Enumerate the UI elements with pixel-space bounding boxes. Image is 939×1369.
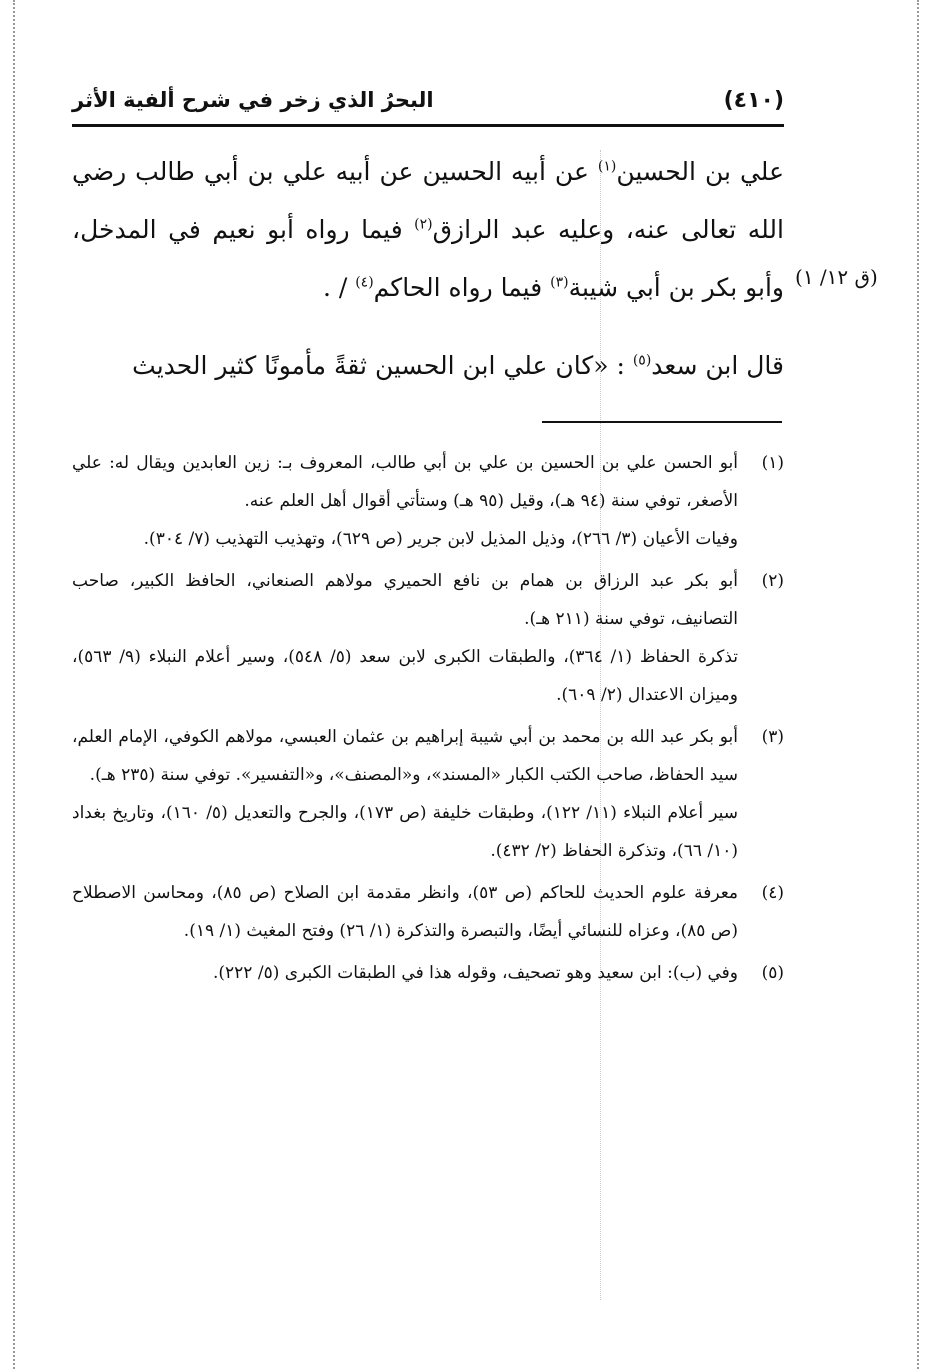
right-dotted-scan-edge: [917, 0, 919, 1369]
footnote-4: [72, 874, 784, 950]
footnote-sources: سير أعلام النبلاء (١١/ ١٢٢)، وطبقات خليفة (ص ١٧٣)، والجرح والتعديل (٥/ ١٦٠)، وتاريخ بغداد (١٠/ ٦٦)، وتذكرة الحفاظ (٢/ ٤٣٢).: [72, 803, 738, 861]
footnote-separator: [542, 421, 782, 423]
manuscript-folio-note: (ق ١٢/ ١): [795, 265, 878, 289]
footnote-number: (٢): [761, 571, 784, 591]
footnote-number: (٣): [761, 727, 784, 747]
footnote-sources: تذكرة الحفاظ (١/ ٣٦٤)، والطبقات الكبرى لابن سعد (٥/ ٥٤٨)، وسير أعلام النبلاء (٩/ ٥٦٣)، وميزان الاعتدال (٢/ ٦٠٩).: [72, 647, 738, 705]
footnote-text: أبو بكر عبد الله بن محمد بن أبي شيبة إبراهيم بن عثمان العبسي، مولاهم الكوفي، الإمام العلم، سيد الحفاظ، صاحب الكتب الكبار «المسند»، و«المصنف»، و«التفسير». توفي سنة (٢٣٥ هـ).: [72, 727, 738, 785]
main-paragraph-1: علي بن الحسين$^{(١)}$ عن أبيه الحسين عن أبيه علي بن أبي طالب رضي الله تعالى عنه، وعليه عبد الرازق$^{(٢)}$ فيما رواه أبو نعيم في المدخل، وأبو بكر بن أبي شيبة$^{(٣)}$ فيما رواه الحاكم$^{(٤)}$ / .: [72, 157, 784, 302]
footnote-3: [72, 718, 784, 870]
footnote-number: (٤): [761, 883, 784, 903]
footnote-2: [72, 562, 784, 714]
footnote-number: (١): [761, 453, 784, 473]
footnote-number: (٥): [761, 963, 784, 983]
main-text: [72, 143, 784, 395]
footnote-text: وفي (ب): ابن سعيد وهو تصحيف، وقوله هذا في الطبقات الكبرى (٥/ ٢٢٢).: [212, 963, 738, 983]
footnote-ref-3: (٣): [550, 274, 569, 291]
page-number: (٤١٠): [723, 88, 784, 113]
footnotes: [72, 444, 784, 992]
footnote-ref-1: (١): [597, 158, 617, 175]
footnote-text: أبو بكر عبد الرزاق بن همام بن نافع الحميري مولاهم الصنعاني، الحافظ الكبير، صاحب التصانيف، توفي سنة (٢١١ هـ).: [72, 571, 738, 629]
footnote-text: معرفة علوم الحديث للحاكم (ص ٥٣)، وانظر مقدمة ابن الصلاح (ص ٨٥)، ومحاسن الاصطلاح (ص ٨٥)، وعزاه للنسائي أيضًا، والتبصرة والتذكرة (١/ ٢٦) وفتح المغيث (١/ ١٩).: [72, 883, 739, 941]
page-header: [72, 80, 784, 127]
footnote-ref-5: (٥): [632, 352, 652, 369]
footnote-5: [72, 954, 784, 992]
running-title: البحرُ الذي زخر في شرح ألفية الأثر: [72, 88, 434, 112]
footnote-sources: وفيات الأعيان (٣/ ٢٦٦)، وذيل المذيل لابن جرير (ص ٦٢٩)، وتهذيب التهذيب (٧/ ٣٠٤).: [143, 529, 738, 549]
footnote-ref-4: (٤): [355, 274, 374, 291]
footnote-text: أبو الحسن علي بن الحسين بن علي بن أبي طالب، المعروف بـ: زين العابدين ويقال له: علي الأصغر، توفي سنة (٩٤ هـ)، وقيل (٩٥ هـ) وستأتي أقوال أهل العلم عنه.: [72, 453, 738, 511]
footnote-ref-2: (٢): [414, 216, 433, 233]
footnote-1: [72, 444, 784, 558]
main-paragraph-2: قال ابن سعد$^{(٥)}$ : «كان علي ابن الحسين ثقةً مأمونًا كثير الحديث: [132, 351, 784, 380]
left-dotted-scan-edge: [13, 0, 15, 1369]
